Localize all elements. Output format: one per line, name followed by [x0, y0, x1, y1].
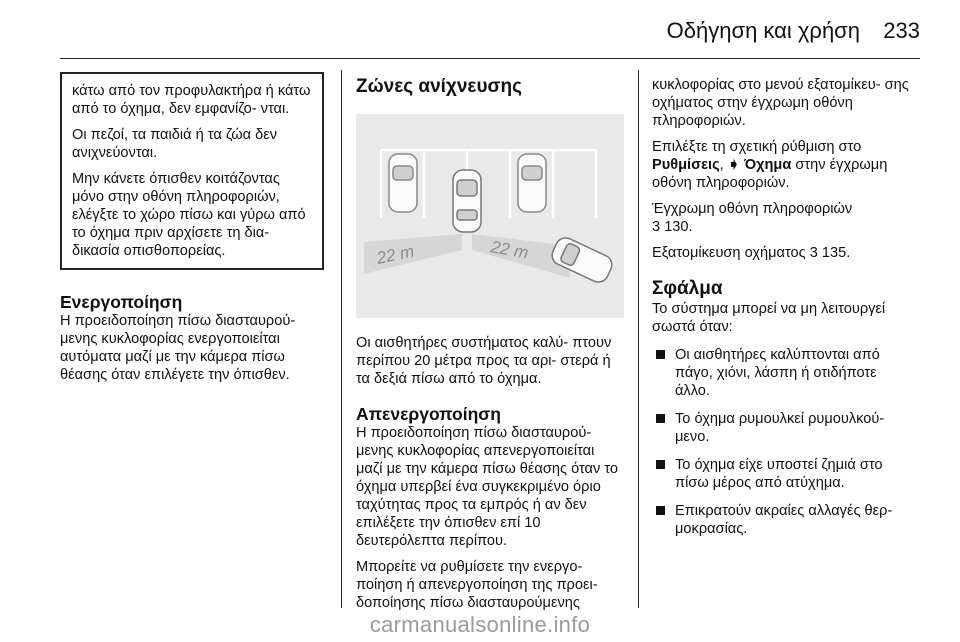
reversing-car-icon: [453, 170, 481, 232]
reference-arrow-icon: 3: [652, 219, 661, 235]
deactivation-text: Η προειδοποίηση πίσω διασταυρού- μενης κυκλοφορίας απενεργοποιείται μαζί με την κάμερα πίσω θέασης όταν το όχημα υπερβεί ένα συγκεκριμένο όριο ταχύτητας προς τα εμπρός ή αν δεν επιλέξετε την όπισθεν επί 10 δευτερόλεπτα περίπου.: [356, 425, 619, 549]
watermark: carmanualsonline.info: [369, 612, 591, 637]
column-divider: [341, 70, 342, 608]
zones-text: Οι αισθητήρες συστήματος καλύ- πτουν περίπου 20 μέτρα προς τα αρι- στερά ή τα δεξιά πίσω από το όχημα.: [356, 335, 612, 387]
page-number: 233: [883, 18, 920, 43]
fault-section: [652, 278, 914, 538]
cross-reference: Εξατομίκευση οχήματος 3 135.: [652, 245, 851, 261]
cross-reference: Έγχρωμη οθόνη πληροφοριών 3 130.: [652, 201, 853, 235]
fault-conditions-list: [652, 346, 914, 538]
settings-instruction: Επιλέξτε τη σχετική ρύθμιση στο Ρυθμίσεις, ➧ Όχημα στην έγχρωμη οθόνη πληροφοριών.: [652, 139, 888, 191]
note-paragraph: κάτω από τον προφυλακτήρα ή κάτω από το όχημα, δεν εμφανίζο- νται.: [72, 83, 311, 117]
continued-text: κυκλοφορίας στο μενού εξατομίκευ- σης οχήματος στην έγχρωμη οθόνη πληροφοριών.: [652, 77, 909, 129]
parked-car-icon: [518, 154, 546, 212]
right-column: [652, 76, 914, 548]
settings-menu-label: Ρυθμίσεις: [652, 157, 720, 173]
fault-intro: Το σύστημα μπορεί να μη λειτουργεί σωστά όταν:: [652, 301, 886, 335]
list-item: Επικρατούν ακραίες αλλαγές θερ- μοκρασίας.: [652, 502, 914, 538]
warning-note-box: [60, 72, 324, 270]
header-rule: [60, 58, 920, 59]
bullet-icon: [656, 460, 665, 469]
bullet-icon: [656, 506, 665, 515]
list-item: Οι αισθητήρες καλύπτονται από πάγο, χιόνι, λάσπη ή οτιδήποτε άλλο.: [652, 346, 914, 400]
middle-column: [356, 76, 624, 612]
detection-zones-heading: Ζώνες ανίχνευσης: [356, 76, 522, 97]
column-divider: [638, 70, 639, 608]
parked-car-icon: [389, 154, 417, 212]
note-paragraph: Οι πεζοί, τα παιδιά ή τα ζώα δεν ανιχνεύονται.: [72, 127, 278, 161]
note-paragraph: Μην κάνετε όπισθεν κοιτάζοντας μόνο στην οθόνη πληροφοριών, ελέγξτε το χώρο πίσω και γύρω από το όχημα πριν αρχίσετε τη δια- δικασία οπισθοπορείας.: [72, 171, 306, 259]
reference-arrow-icon: 3: [809, 245, 818, 261]
activation-text: Η προειδοποίηση πίσω διασταυρού- μενης κυκλοφορίας ενεργοποιείται αυτόματα μαζί με την κάμερα πίσω θέασης όταν επιλέγετε την όπισθεν.: [60, 313, 296, 383]
header-title: Οδήγηση και χρήση: [666, 18, 860, 43]
fault-heading: Σφάλμα: [652, 278, 723, 299]
list-item: Το όχημα ρυμουλκεί ρυμουλκού- μενο.: [652, 410, 914, 446]
bullet-icon: [656, 350, 665, 359]
activation-section: [60, 292, 324, 384]
activation-heading: Ενεργοποίηση: [60, 292, 183, 312]
right-distance-label: 22 m: [489, 237, 530, 263]
deactivation-section: [356, 404, 624, 612]
menu-arrow-icon: ➧: [727, 157, 741, 173]
bullet-icon: [656, 414, 665, 423]
page-header: [0, 0, 960, 70]
detection-zones-illustration: [356, 114, 624, 318]
adjust-text: Μπορείτε να ρυθμίσετε την ενεργο- ποίηση ή απενεργοποίηση της προει- δοποίησης πίσω διασταυρούμενης: [356, 559, 598, 611]
left-column: [60, 72, 324, 384]
left-distance-label: 22 m: [374, 241, 416, 268]
deactivation-heading: Απενεργοποίηση: [356, 404, 501, 424]
list-item: Το όχημα είχε υποστεί ζημιά στο πίσω μέρος από ατύχημα.: [652, 456, 914, 492]
vehicle-menu-label: Όχημα: [744, 157, 792, 173]
